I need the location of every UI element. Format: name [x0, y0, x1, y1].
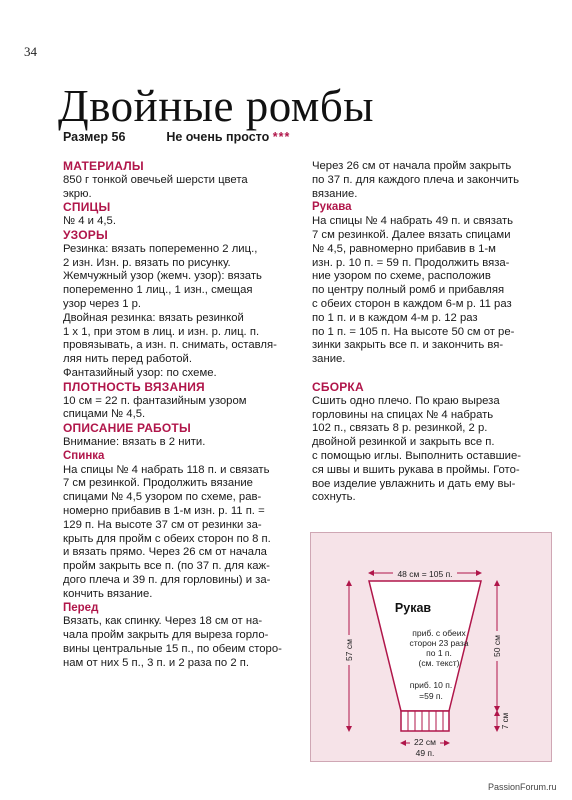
size-label: Размер 56	[63, 130, 126, 144]
text-line: по центру полный ромб и прибавляя	[312, 284, 505, 297]
top-width-label: 48 см = 105 п.	[397, 569, 453, 579]
text-line: изн. р. 10 п. = 59 п. Продолжить вяза-	[312, 256, 510, 269]
cuff-note-line: приб. 10 п.	[409, 680, 453, 690]
text-line: На спицы № 4 набрать 118 п. и связать	[63, 463, 270, 476]
watermark-text: PassionForum.ru	[488, 782, 557, 792]
body-height-label: 50 см	[492, 635, 502, 657]
difficulty-label: Не очень просто	[166, 130, 270, 144]
front-heading: Перед	[63, 601, 99, 614]
text-line: 7 см резинкой. Далее вязать спицами	[312, 228, 511, 241]
text-line: вязание.	[312, 187, 358, 200]
text-line: 2 изн. Изн. р. вязать по рисунку.	[63, 256, 231, 269]
bottom-width-cm-label: 22 см	[414, 737, 436, 747]
text-line: по 37 п. для каждого плеча и закончить	[312, 173, 519, 186]
materials-heading: МАТЕРИАЛЫ	[63, 159, 144, 173]
text-line: Внимание: вязать в 2 нити.	[63, 435, 206, 448]
text-line: пройм закрыть все п. (по 37 п. для каж-	[63, 560, 270, 573]
back-text	[63, 464, 295, 602]
sleeve-diagram	[310, 532, 552, 762]
text-line: узор через 1 р.	[63, 297, 142, 310]
cuff-height-label: 7 см	[501, 712, 510, 730]
assembly-heading: СБОРКА	[312, 379, 364, 394]
text-line: ляя нить перед работой.	[63, 353, 193, 366]
text-line: ние узором по схеме, расположив	[312, 270, 491, 283]
back-heading: Спинка	[63, 449, 105, 462]
text-line: Сшить одно плечо. По краю выреза	[312, 394, 500, 407]
description-text	[63, 436, 295, 450]
difficulty-stars: ***	[272, 130, 291, 144]
right-column	[312, 160, 552, 505]
text-line: Через 26 см от начала пройм закрыть	[312, 160, 512, 172]
cuff-note-line: =59 п.	[419, 691, 443, 701]
text-line: и вязать прямо. Через 26 см от начала	[63, 546, 267, 559]
text-line: попеременно 1 лиц., 1 изн., смещая	[63, 284, 253, 297]
text-line: На спицы № 4 набрать 49 п. и связать	[312, 215, 514, 228]
text-line: сохнуть.	[312, 491, 356, 504]
text-line: № 4 и 4,5.	[63, 215, 116, 228]
text-line: вое изделие увлажнить и дать ему вы-	[312, 477, 516, 490]
patterns-heading: УЗОРЫ	[63, 227, 108, 242]
text-line: крыть для пройм с обеих сторон по 8 п.	[63, 532, 271, 545]
text-line: 7 см резинкой. Продолжить вязание	[63, 477, 253, 490]
note-line: по 1 п.	[426, 648, 452, 658]
page-number: 34	[24, 44, 37, 59]
left-column	[63, 160, 295, 670]
text-line: 102 п., связать 8 р. резинкой, 2 р.	[312, 422, 488, 435]
text-line: номерно прибавив в 1-м изн. р. 11 п. =	[63, 504, 265, 517]
text-line: Вязать, как спинку. Через 18 см от на-	[63, 615, 263, 628]
text-line: зание.	[312, 353, 346, 366]
sleeve-heading: Рукава	[312, 201, 352, 214]
text-line: 1 х 1, при этом в лиц. и изн. р. лиц. п.	[63, 325, 260, 338]
text-line: 10 см = 22 п. фантазийным узором	[63, 394, 247, 407]
text-line: Фантазийный узор: по схеме.	[63, 366, 217, 379]
note-line: приб. с обеих	[412, 628, 466, 638]
text-line: 129 п. На высоте 37 см от резинки за-	[63, 518, 262, 531]
text-line: кончить вязание.	[63, 587, 153, 600]
sleeve-text	[312, 215, 552, 367]
text-line: зинки закрыть все п. и закончить вя-	[312, 339, 504, 352]
text-line: чала пройм закрыть для выреза горло-	[63, 629, 269, 642]
text-line: вины центральные 15 п., по обеим сторо-	[63, 642, 282, 655]
text-line: горловины на спицах № 4 набрать	[312, 408, 494, 421]
note-line: сторон 23 раза	[409, 638, 469, 648]
needles-heading: СПИЦЫ	[63, 200, 111, 215]
text-line: с помощью иглы. Выполнить оставшие-	[312, 449, 522, 462]
text-line: Жемчужный узор (жемч. узор): вязать	[63, 270, 262, 283]
subtitle-line	[63, 130, 290, 144]
density-heading: ПЛОТНОСТЬ ВЯЗАНИЯ	[63, 379, 205, 394]
front-continued-text	[312, 160, 552, 201]
text-line: провязывать, а изн. п. снимать, оставля-	[63, 339, 277, 352]
note-line: (см. текст)	[418, 658, 460, 668]
sleeve-schematic	[311, 533, 551, 761]
text-line: спицами № 4,5 узором по схеме, рав-	[63, 491, 262, 504]
diagram-title: Рукав	[394, 601, 432, 615]
text-line: нам от них 5 п., 3 п. и 2 раза по 2 п.	[63, 656, 250, 669]
materials-text	[63, 174, 295, 202]
front-text	[63, 615, 295, 670]
text-line: 850 г тонкой овечьей шерсти цвета	[63, 173, 248, 186]
text-line: по 1 п. = 105 п. На высоте 50 см от ре-	[312, 325, 515, 338]
text-line: дого плеча и 39 п. для горловины) и за-	[63, 573, 271, 586]
patterns-text	[63, 243, 295, 381]
text-line: № 4,5, равномерно прибавив в 1-м	[312, 242, 496, 255]
density-text	[63, 395, 295, 423]
description-heading: ОПИСАНИЕ РАБОТЫ	[63, 421, 191, 436]
needles-text	[63, 215, 295, 229]
page-title: Двойные ромбы	[58, 81, 375, 131]
text-line: двойной резинкой и закрыть все п.	[312, 436, 495, 449]
text-line: экрю.	[63, 187, 92, 200]
total-height-label: 57 см	[344, 639, 354, 661]
bottom-width-sts-label: 49 п.	[415, 748, 435, 758]
assembly-text	[312, 395, 552, 505]
text-line: Двойная резинка: вязать резинкой	[63, 311, 244, 324]
text-line: спицами № 4,5.	[63, 408, 146, 421]
text-line: Резинка: вязать попеременно 2 лиц.,	[63, 242, 258, 255]
text-line: ся швы и вшить рукава в проймы. Гото-	[312, 463, 520, 476]
text-line: по 1 п. и в каждом 4-м р. 12 раз	[312, 311, 478, 324]
text-line: с обеих сторон в каждом 6-м р. 11 раз	[312, 297, 512, 310]
